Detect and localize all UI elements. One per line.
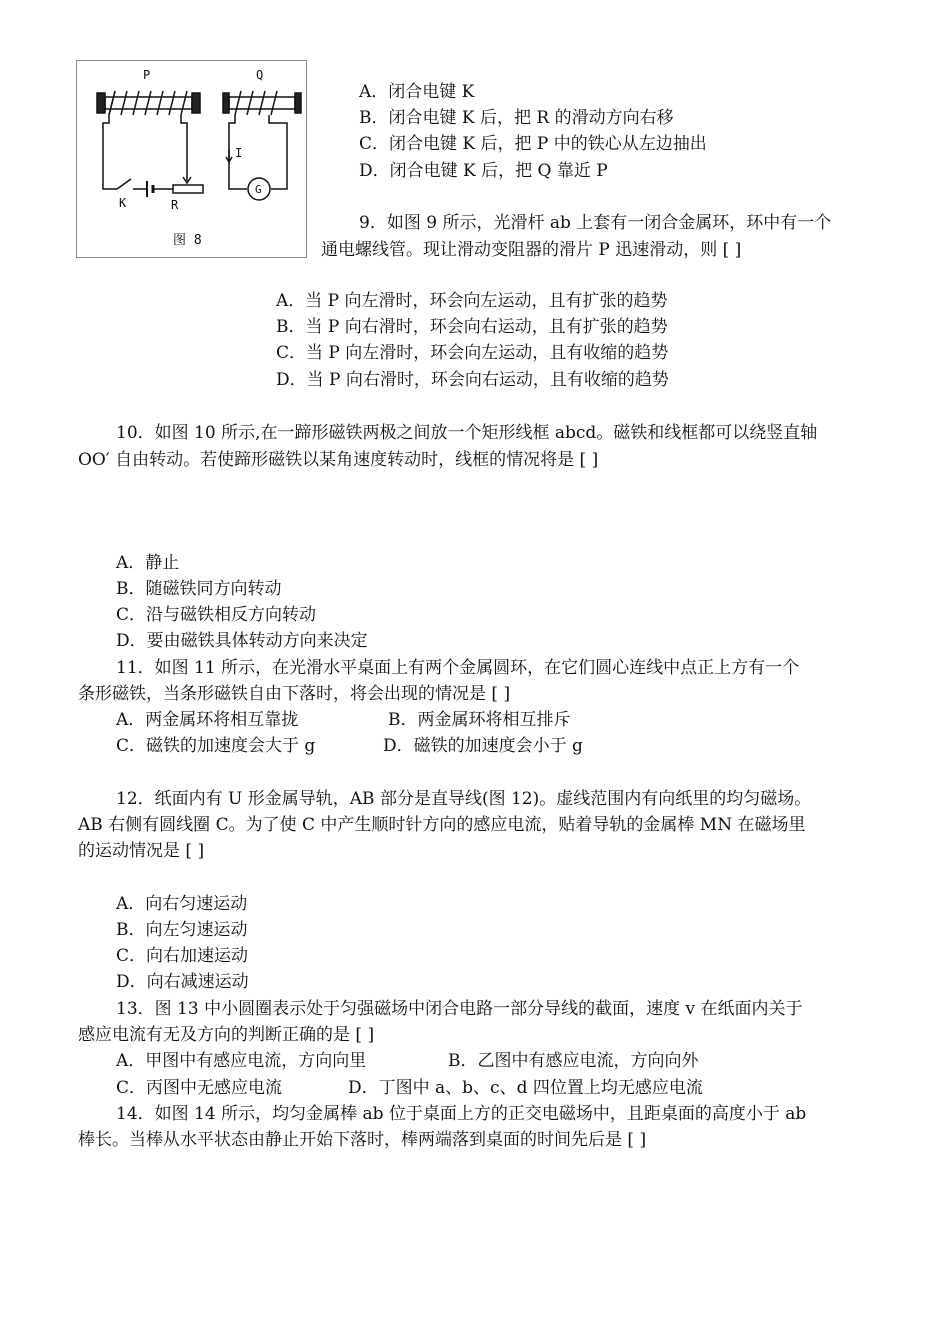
p-right-wire [181, 115, 187, 167]
figure-8-caption: 图 8 [173, 233, 202, 248]
q12-stem-line-2: AB 右侧有圆线圈 C。为了使 C 中产生顺时针方向的感应电流，贴着导轨的金属棒 MN 在磁场里 [78, 815, 806, 835]
q11-option-c: C．磁铁的加速度会大于 g [116, 736, 316, 756]
q13-option-c: C．丙图中无感应电流 [116, 1078, 283, 1098]
q-right-wire [269, 115, 287, 189]
label-k: K [119, 196, 127, 210]
q11-option-a: A．两金属环将相互靠拢 [116, 710, 299, 730]
q8-option-a: A．闭合电键 K [359, 82, 475, 102]
q13-stem-line-1: 13．图 13 中小圆圈表示处于匀强磁场中闭合电路一部分导线的截面，速度 v 在纸面内关于 [116, 999, 803, 1019]
label-i: I [235, 146, 243, 160]
q13-option-a: A．甲图中有感应电流，方向向里 [116, 1051, 367, 1071]
q9-option-a: A．当 P 向左滑时，环会向左运动，且有扩张的趋势 [276, 291, 668, 311]
switch-k-blade [117, 179, 131, 189]
q14-stem-line-2: 棒长。当棒从水平状态由静止开始下落时，棒两端落到桌面的时间先后是 [ ] [78, 1130, 647, 1150]
q13-option-b: B．乙图中有感应电流，方向向外 [448, 1051, 699, 1071]
q13-option-d: D．丁图中 a、b、c、d 四位置上均无感应电流 [348, 1078, 703, 1098]
q12-option-c: C．向右加速运动 [116, 946, 249, 966]
q10-stem-line-1: 10．如图 10 所示,在一蹄形磁铁两极之间放一个矩形线框 abcd。磁铁和线框都可以绕竖直轴 [116, 423, 818, 443]
q12-option-a: A．向右匀速运动 [116, 894, 248, 914]
q12-stem-line-3: 的运动情况是 [ ] [78, 841, 205, 861]
q12-stem-line-1: 12．纸面内有 U 形金属导轨，AB 部分是直导线(图 12)。虚线范围内有向纸里的均匀磁场。 [116, 789, 812, 809]
q-core-right-end [295, 93, 301, 113]
figure-8-circuit-diagram [76, 60, 307, 258]
q9-option-b: B．当 P 向右滑时，环会向右运动，且有扩张的趋势 [276, 317, 668, 337]
q9-stem-line-1: 9．如图 9 所示，光滑杆 ab 上套有一闭合金属环，环中有一个 [359, 213, 832, 233]
q10-option-c: C．沿与磁铁相反方向转动 [116, 605, 317, 625]
rheostat-r [173, 185, 203, 193]
q11-option-d: D．磁铁的加速度会小于 g [383, 736, 583, 756]
q10-option-b: B．随磁铁同方向转动 [116, 579, 282, 599]
q10-option-a: A．静止 [116, 553, 180, 573]
q8-option-b: B．闭合电键 K 后，把 R 的滑动方向右移 [359, 108, 674, 128]
label-g: G [255, 183, 262, 196]
figure-8-svg [77, 61, 306, 257]
q12-option-d: D．向右减速运动 [116, 972, 249, 992]
label-q: Q [256, 68, 264, 82]
p-coil-windings [109, 91, 187, 115]
q9-option-c: C．当 P 向左滑时，环会向左运动，且有收缩的趋势 [276, 343, 669, 363]
q13-stem-line-2: 感应电流有无及方向的判断正确的是 [ ] [78, 1025, 375, 1045]
q11-stem-line-1: 11．如图 11 所示，在光滑水平桌面上有两个金属圆环，在它们圆心连线中点正上方有一个 [116, 658, 800, 678]
label-p: P [143, 68, 151, 82]
q12-option-b: B．向左匀速运动 [116, 920, 248, 940]
current-arrow [226, 149, 232, 162]
q11-stem-line-2: 条形磁铁，当条形磁铁自由下落时，将会出现的情况是 [ ] [78, 684, 511, 704]
p-core-left-end [97, 93, 105, 113]
q9-stem-line-2: 通电螺线管。现让滑动变阻器的滑片 P 迅速滑动，则 [ ] [321, 240, 742, 260]
p-core-right-end [192, 93, 200, 113]
q8-option-d: D．闭合电键 K 后，把 Q 靠近 P [359, 161, 608, 181]
p-left-wire [103, 115, 117, 189]
q9-option-d: D．当 P 向右滑时，环会向右运动，且有收缩的趋势 [276, 370, 669, 390]
q-coil-windings [235, 91, 277, 115]
q10-option-d: D．要由磁铁具体转动方向来决定 [116, 631, 368, 651]
label-r: R [171, 198, 179, 212]
q-core-left-end [223, 93, 229, 113]
q10-stem-line-2: OO′ 自由转动。若使蹄形磁铁以某角速度转动时，线框的情况将是 [ ] [78, 450, 599, 470]
q14-stem-line-1: 14．如图 14 所示，均匀金属棒 ab 位于桌面上方的正交电磁场中，且距桌面的高度小于 ab [116, 1104, 807, 1124]
q11-option-b: B．两金属环将相互排斥 [388, 710, 571, 730]
q8-option-c: C．闭合电键 K 后，把 P 中的铁心从左边抽出 [359, 134, 707, 154]
